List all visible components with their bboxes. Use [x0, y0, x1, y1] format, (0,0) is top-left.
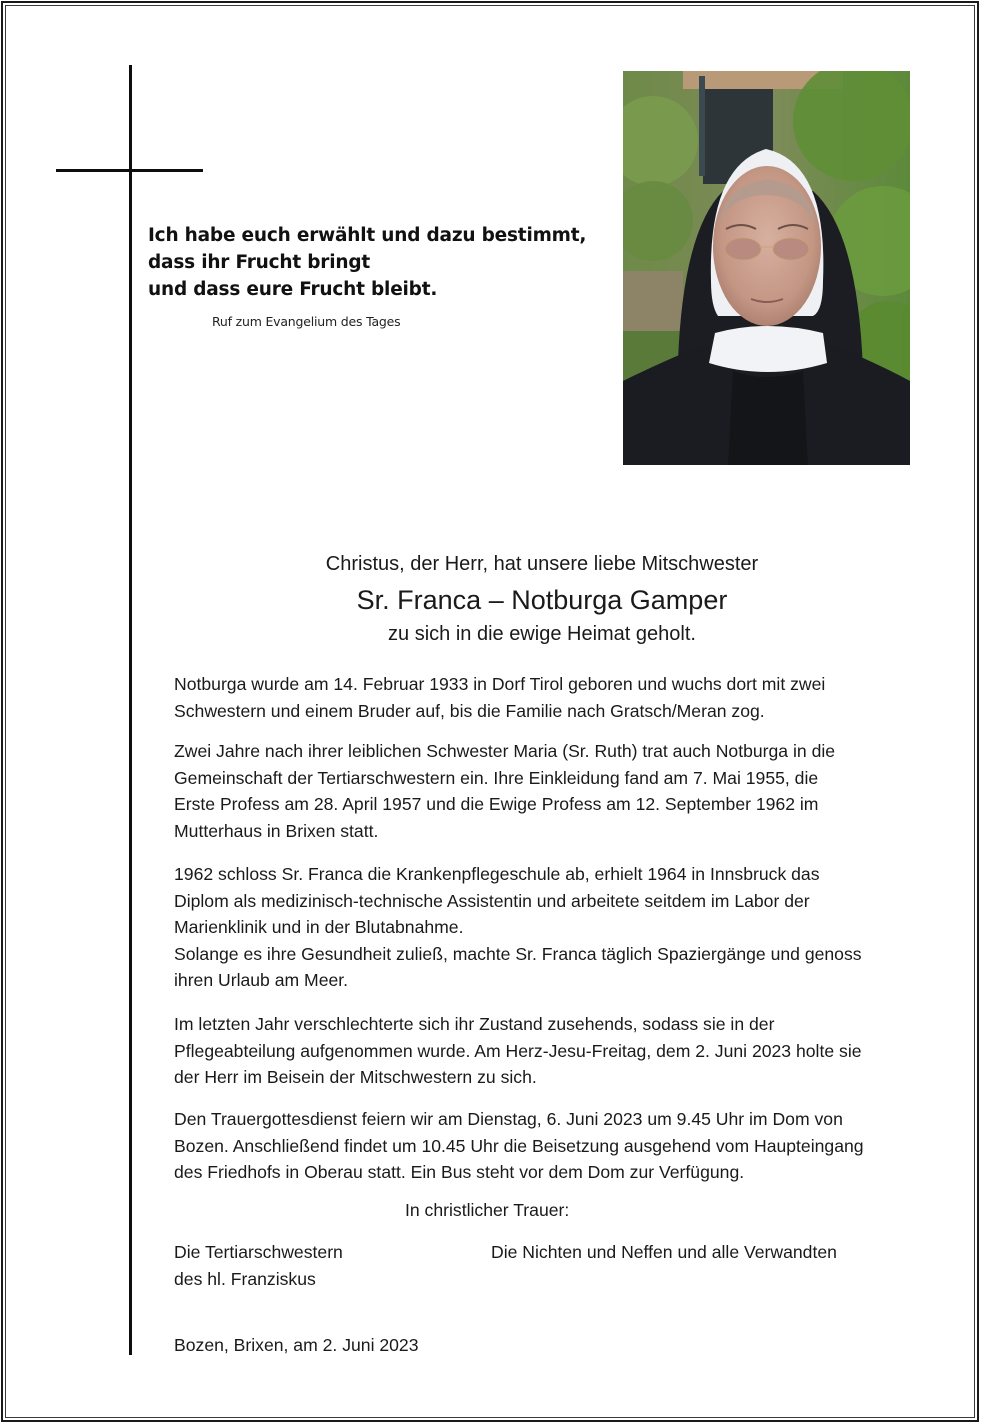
- place-and-date: Bozen, Brixen, am 2. Juni 2023: [174, 1335, 419, 1355]
- paragraph-line: Mutterhaus in Brixen statt.: [174, 820, 379, 841]
- deceased-name: Sr. Franca – Notburga Gamper: [356, 585, 728, 615]
- paragraph-line: Notburga wurde am 14. Februar 1933 in Dorf Tirol geboren und wuchs dort mit zwei: [174, 674, 826, 694]
- quote-source: Ruf zum Evangelium des Tages: [212, 314, 401, 329]
- paragraph-line: ihren Urlaub am Meer.: [174, 970, 349, 990]
- paragraph-line: Schwestern und einem Bruder auf, bis die Familie nach Gratsch/Meran zog.: [174, 700, 765, 721]
- signatory-right: [491, 1239, 837, 1266]
- paragraph-line: Pflegeabteilung aufgenommen wurde. Am Herz-Jesu-Freitag, dem 2. Juni 2023 holte sie: [174, 1040, 862, 1061]
- paragraph-line: Erste Profess am 28. April 1957 und die Ewige Profess am 12. September 1962 im: [174, 794, 819, 814]
- paragraph-funeral: [174, 1106, 944, 1186]
- paragraph-line: Marienklinik und in der Blutabnahme.: [174, 917, 464, 937]
- announcement-outro: zu sich in die ewige Heimat geholt.: [388, 623, 696, 645]
- signatory-line: Die Tertiarschwestern: [174, 1242, 343, 1262]
- paragraph-line: Diplom als medizinisch-technische Assistentin und arbeitete seitdem im Labor der: [174, 890, 810, 911]
- paragraph-line: 1962 schloss Sr. Franca die Krankenpflegeschule ab, erhielt 1964 in Innsbruck das: [174, 864, 820, 884]
- signatory-line: Die Nichten und Neffen und alle Verwandten: [491, 1242, 837, 1262]
- announcement-intro: Christus, der Herr, hat unsere liebe Mitschwester: [325, 553, 759, 575]
- paragraph-passing: [174, 1011, 944, 1091]
- signatory-left: [174, 1239, 343, 1292]
- mourning-label: In christlicher Trauer:: [405, 1200, 570, 1220]
- cross-horizontal-beam: [56, 169, 203, 172]
- paragraph-vocation: [174, 738, 944, 844]
- paragraph-line: Im letzten Jahr verschlechterte sich ihr Zustand zusehends, sodass sie in der: [174, 1014, 775, 1034]
- paragraph-birth: [174, 671, 944, 724]
- paragraph-line: Bozen. Anschließend findet um 10.45 Uhr die Beisetzung ausgehend vom Haupteingang: [174, 1135, 864, 1156]
- bible-quote: [148, 222, 586, 303]
- signatory-line: des hl. Franziskus: [174, 1268, 316, 1289]
- paragraph-line: Zwei Jahre nach ihrer leiblichen Schwester Maria (Sr. Ruth) trat auch Notburga in die: [174, 741, 836, 761]
- paragraph-line: des Friedhofs in Oberau statt. Ein Bus steht vor dem Dom zur Verfügung.: [174, 1162, 745, 1182]
- paragraph-line: Den Trauergottesdienst feiern wir am Dienstag, 6. Juni 2023 um 9.45 Uhr im Dom von: [174, 1109, 843, 1129]
- paragraph-line: Gemeinschaft der Tertiarschwestern ein. Ihre Einkleidung fand am 7. Mai 1955, die: [174, 767, 819, 788]
- quote-line: und dass eure Frucht bleibt.: [148, 279, 438, 300]
- portrait-photo: [623, 71, 910, 465]
- cross-vertical-beam: [129, 65, 132, 1355]
- portrait-image: [623, 71, 910, 465]
- quote-line: Ich habe euch erwählt und dazu bestimmt,: [148, 225, 587, 246]
- paragraph-line: Solange es ihre Gesundheit zuließ, machte Sr. Franca täglich Spaziergänge und genoss: [174, 943, 862, 964]
- quote-line: dass ihr Frucht bringt: [148, 252, 370, 273]
- paragraph-career: [174, 861, 944, 994]
- paragraph-line: der Herr im Beisein der Mitschwestern zu sich.: [174, 1067, 537, 1087]
